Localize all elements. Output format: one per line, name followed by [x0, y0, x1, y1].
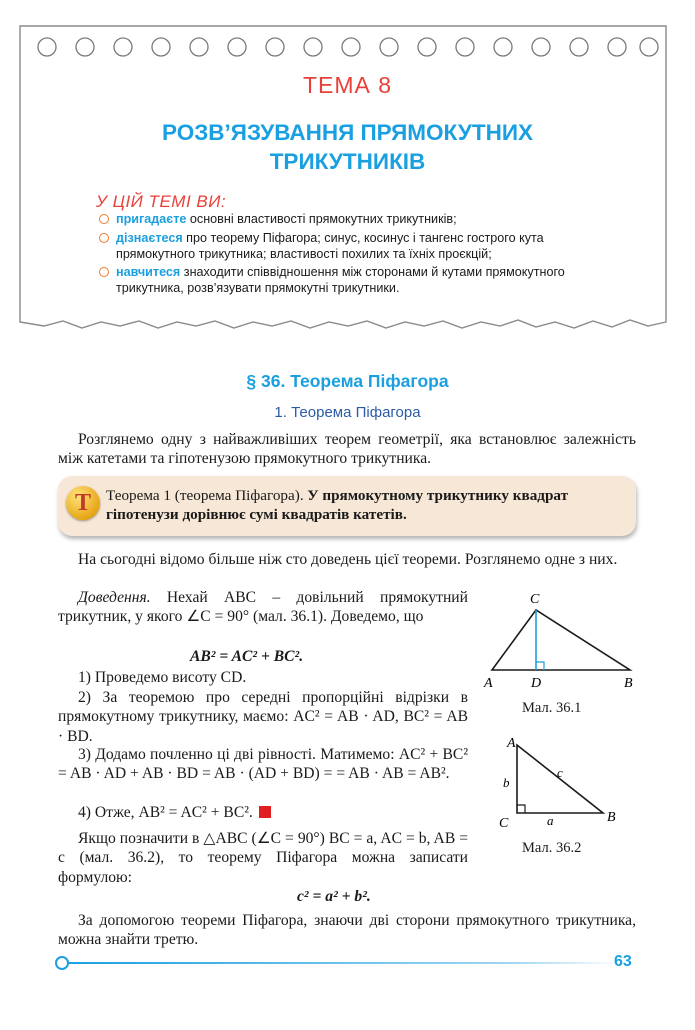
page-number: 63 [614, 953, 632, 970]
footer-divider [62, 962, 622, 964]
goals-list [98, 212, 618, 300]
end-of-proof-icon [259, 806, 271, 818]
formula-pythagoras: AB² = AC² + BC². [190, 648, 304, 665]
label-b: B [607, 810, 616, 825]
topic-title-line-1: РОЗВ’ЯЗУВАННЯ ПРЯМОКУТНИХ [161, 120, 533, 145]
topic-intro: У ЦІЙ ТЕМІ ВИ: [96, 192, 227, 211]
theorem-label: Теорема 1 (теорема Піфагора). [106, 487, 308, 504]
topic-title [0, 118, 695, 176]
goal-item [98, 212, 618, 228]
goal-text: основні властивості прямокутних трикутників; [186, 212, 457, 226]
goal-text: знаходити співвідношення між сторонами й кутами прямокутного трикутника, розв’язувати прямокутні трикутники. [116, 265, 565, 296]
proof-step-1: 1) Проведемо висоту CD. [78, 669, 247, 686]
theorem-box [58, 476, 636, 536]
proof-label: Доведення. [78, 589, 151, 606]
theorem-text [106, 486, 621, 524]
figure-36-1 [480, 588, 640, 692]
proof-step-2: 2) За теоремою про середні пропорційні відрізки в прямокутному трикутнику, маємо: AC² = AB · AD, BC² = AB · BD. [58, 689, 468, 745]
goal-text: про теорему Піфагора; синус, косинус і тангенс гострого кута прямокутного трикутника; властивості похилих та їхніх проєкцій; [116, 230, 544, 261]
figure-caption-36-2: Мал. 36.2 [522, 840, 582, 856]
goal-item [98, 265, 618, 297]
circle-bullet-icon [99, 214, 109, 224]
formula-abc: c² = a² + b². [297, 888, 371, 905]
footer-circle-icon [55, 956, 69, 970]
label-c: C [499, 816, 509, 831]
theorem-badge-icon: Т [66, 486, 100, 520]
goal-keyword: навчитеся [116, 265, 181, 280]
proof-intro [58, 588, 468, 627]
goal-keyword: пригадаєте [116, 212, 187, 226]
proof-step-4-text: 4) Отже, AB² = AC² + BC². [78, 804, 253, 821]
label-b: B [624, 676, 633, 691]
paragraph-proofs-count: На сьогодні відомо більше ніж сто доведень цієї теореми. Розглянемо одне з них. [78, 551, 618, 568]
label-side-b: b [503, 775, 510, 790]
label-a: A [507, 736, 516, 751]
circle-bullet-icon [99, 267, 109, 277]
circle-bullet-icon [99, 233, 109, 243]
goal-item [98, 231, 618, 263]
proof-step-3: 3) Додамо почленно ці дві рівності. Матимемо: AC² + BC² = AB · AD + AB · BD = AB · (AD + BD) = = AB · AB = AB². [58, 746, 468, 783]
triangle-abc [492, 610, 630, 670]
figure-caption-36-1: Мал. 36.1 [522, 700, 582, 716]
topic-number: ТЕМА 8 [302, 72, 393, 98]
right-angle-mark [536, 662, 544, 670]
label-d: D [531, 676, 542, 691]
section-title: § 36. Теорема Піфагора [246, 371, 449, 391]
right-angle-mark [517, 805, 525, 813]
goal-keyword: дізнаєтеся [116, 230, 183, 245]
proof-text: Нехай ABC – довільний прямокутний трикутник, у якого ∠C = 90° (мал. 36.1). Доведемо, що [58, 589, 468, 626]
label-c: C [530, 592, 540, 607]
proof-step-4 [58, 803, 468, 822]
paragraph-notation: Якщо позначити в △ABC (∠C = 90°) BC = a, AC = b, AB = c (мал. 36.2), то теорему Піфагора можна записати формулою: [58, 830, 468, 886]
label-side-c: c [557, 765, 563, 780]
label-a: A [484, 676, 493, 691]
topic-title-line-2: ТРИКУТНИКІВ [269, 149, 426, 174]
paragraph-conclusion: За допомогою теореми Піфагора, знаючи дві сторони прямокутного трикутника, можна знайти третю. [58, 912, 636, 949]
label-side-a: a [547, 813, 554, 828]
paragraph-intro: Розглянемо одну з найважливіших теорем геометрії, яка встановлює залежність між катетами та гіпотенузою прямокутного трикутника. [58, 431, 636, 468]
figure-36-2 [495, 735, 625, 835]
theorem-statement: У прямокутному трикутнику квадрат гіпотенузи дорівнює сумі квадратів катетів. [106, 487, 569, 523]
subsection-title: 1. Теорема Піфагора [274, 404, 421, 421]
